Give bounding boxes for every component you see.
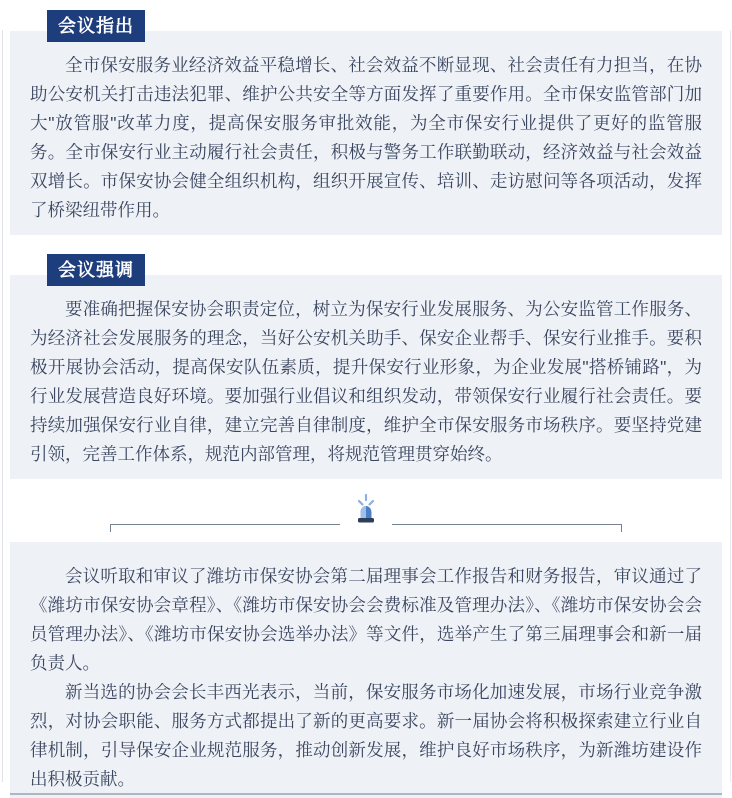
text-box — [10, 31, 722, 235]
badge-meeting-pointed-out: 会议指出 — [47, 10, 145, 42]
section-divider — [0, 479, 732, 542]
section-meeting-emphasized — [10, 260, 722, 479]
badge-meeting-emphasized: 会议强调 — [47, 254, 145, 286]
divider-line-right — [392, 524, 622, 525]
divider-line-left — [110, 524, 340, 525]
section-meeting-results — [10, 542, 722, 798]
paragraph: 要准确把握保安协会职责定位，树立为保安行业发展服务、为公安监管工作服务、为经济社会发展服务的理念，当好公安机关助手、保安企业帮手、保安行业推手。要积极开展协会活动，提高保安队伍素质，提升保安行业形象，为企业发展"搭桥铺路"，为行业发展营造良好环境。要加强行业倡议和组织发动，带领保安行业履行社会责任。要持续加强保安行业自律，建立完善自律制度，维护全市保安服务市场秩序。要坚持党建引领，完善工作体系，规范内部管理，将规范管理贯穿始终。 — [30, 299, 702, 464]
siren-icon — [352, 492, 380, 526]
text-box — [10, 275, 722, 479]
paragraph: 全市保安服务业经济效益平稳增长、社会效益不断显现、社会责任有力担当，在协助公安机关打击违法犯罪、维护公共安全等方面发挥了重要作用。全市保安监管部门加大"放管服"改革力度，提高保安服务审批效能，为全市保安行业提供了更好的监管服务。全市保安行业主动履行社会责任，积极与警务工作联勤联动，经济效益与社会效益双增长。市保安协会健全组织机构，组织开展宣传、培训、走访慰问等各项活动，发挥了桥梁纽带作用。 — [30, 55, 702, 220]
paragraph: 会议听取和审议了潍坊市保安协会第二届理事会工作报告和财务报告，审议通过了《潍坊市保安协会章程》、《潍坊市保安协会会费标准及管理办法》、《潍坊市保安协会会员管理办法》、《潍坊市保安协会选举办法》等文件，选举产生了第三届理事会和新一届负责人。 — [30, 566, 702, 673]
bottom-rule — [10, 793, 722, 795]
page-right-border — [730, 30, 731, 782]
section-meeting-pointed-out — [10, 16, 722, 235]
text-box — [10, 542, 722, 798]
paragraph: 新当选的协会会长丰西光表示，当前，保安服务市场化加速发展，市场行业竞争激烈，对协会职能、服务方式都提出了新的更高要求。新一届协会将积极探索建立行业自律机制，引导保安企业规范服务，推动创新发展，维护良好市场秩序，为新潍坊建设作出积极贡献。 — [30, 682, 702, 789]
page-left-border — [2, 30, 3, 782]
